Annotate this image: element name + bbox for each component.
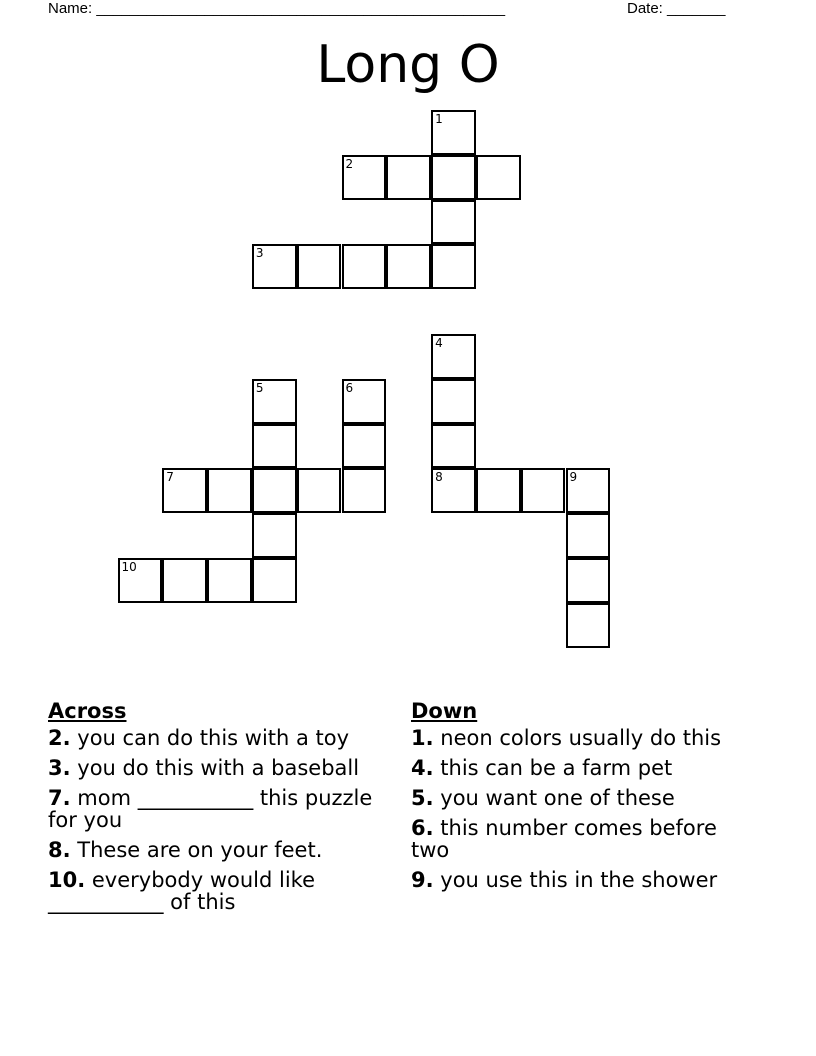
crossword-cell[interactable] bbox=[566, 468, 611, 513]
crossword-cell[interactable] bbox=[431, 334, 476, 379]
clue-text: this number comes before two bbox=[411, 816, 717, 862]
clue-text: you use this in the shower bbox=[433, 868, 718, 892]
clue-text: you want one of these bbox=[433, 786, 675, 810]
across-clue bbox=[48, 727, 388, 749]
clue-text: neon colors usually do this bbox=[433, 726, 722, 750]
across-clue bbox=[48, 839, 388, 861]
down-heading: Down bbox=[411, 699, 478, 723]
crossword-cell[interactable] bbox=[252, 244, 297, 289]
crossword-cell[interactable] bbox=[386, 244, 431, 289]
clue-number: 4. bbox=[411, 756, 434, 780]
clue-text: you can do this with a toy bbox=[70, 726, 350, 750]
crossword-cell[interactable] bbox=[431, 200, 476, 245]
crossword-cell[interactable] bbox=[342, 468, 387, 513]
crossword-cell[interactable] bbox=[252, 558, 297, 603]
cell-number: 10 bbox=[121, 560, 137, 574]
clue-text: These are on your feet. bbox=[70, 838, 323, 862]
clue-number: 1. bbox=[411, 726, 434, 750]
cell-number: 3 bbox=[255, 246, 264, 261]
crossword-cell[interactable] bbox=[207, 558, 252, 603]
clue-text: everybody would like ___________ of this bbox=[48, 868, 315, 914]
clue-text: mom ___________ this puzzle for you bbox=[48, 786, 373, 832]
name-field-label: Name: _________________________________________________ bbox=[48, 0, 506, 17]
date-field-label: Date: _______ bbox=[627, 0, 726, 17]
down-clue bbox=[411, 869, 751, 891]
cell-number: 7 bbox=[166, 470, 174, 485]
down-clue bbox=[411, 757, 751, 779]
down-clue bbox=[411, 727, 751, 749]
crossword-cell[interactable] bbox=[431, 110, 476, 155]
cell-number: 8 bbox=[435, 470, 443, 485]
crossword-cell[interactable] bbox=[118, 558, 163, 603]
clue-number: 3. bbox=[48, 756, 71, 780]
crossword-cell[interactable] bbox=[386, 155, 431, 200]
crossword-cell[interactable] bbox=[252, 379, 297, 424]
cell-number: 5 bbox=[255, 380, 264, 395]
crossword-cell[interactable] bbox=[252, 424, 297, 469]
crossword-cell[interactable] bbox=[566, 603, 611, 648]
clue-text: you do this with a baseball bbox=[70, 756, 360, 780]
across-clue bbox=[48, 869, 388, 913]
crossword-cell[interactable] bbox=[431, 155, 476, 200]
crossword-cell[interactable] bbox=[207, 468, 252, 513]
cell-number: 6 bbox=[345, 380, 354, 395]
across-clue bbox=[48, 757, 388, 779]
clue-number: 2. bbox=[48, 726, 71, 750]
clue-number: 5. bbox=[411, 786, 434, 810]
crossword-cell[interactable] bbox=[431, 424, 476, 469]
crossword-cell[interactable] bbox=[566, 513, 611, 558]
cell-number: 2 bbox=[345, 156, 354, 171]
crossword-cell[interactable] bbox=[431, 244, 476, 289]
crossword-cell[interactable] bbox=[252, 513, 297, 558]
crossword-cell[interactable] bbox=[297, 244, 342, 289]
clue-number: 6. bbox=[411, 816, 434, 840]
crossword-cell[interactable] bbox=[162, 558, 207, 603]
crossword-cell[interactable] bbox=[342, 424, 387, 469]
cell-number: 1 bbox=[435, 112, 443, 126]
down-clues bbox=[411, 700, 751, 899]
down-clue bbox=[411, 817, 751, 861]
clue-number: 10. bbox=[48, 868, 86, 892]
crossword-cell[interactable] bbox=[431, 468, 476, 513]
across-clues bbox=[48, 700, 388, 921]
across-heading: Across bbox=[48, 699, 127, 723]
down-clue bbox=[411, 787, 751, 809]
crossword-cell[interactable] bbox=[162, 468, 207, 513]
clue-number: 8. bbox=[48, 838, 71, 862]
cell-number: 4 bbox=[435, 336, 443, 350]
crossword-cell[interactable] bbox=[476, 155, 521, 200]
crossword-cell[interactable] bbox=[252, 468, 297, 513]
crossword-cell[interactable] bbox=[431, 379, 476, 424]
across-clue bbox=[48, 787, 388, 831]
crossword-cell[interactable] bbox=[297, 468, 342, 513]
cell-number: 9 bbox=[569, 470, 578, 485]
crossword-cell[interactable] bbox=[342, 379, 387, 424]
crossword-cell[interactable] bbox=[342, 155, 387, 200]
crossword-cell[interactable] bbox=[342, 244, 387, 289]
clue-number: 7. bbox=[48, 786, 71, 810]
crossword-cell[interactable] bbox=[476, 468, 521, 513]
page-title: Long O bbox=[316, 35, 500, 95]
clue-number: 9. bbox=[411, 868, 434, 892]
crossword-cell[interactable] bbox=[521, 468, 566, 513]
crossword-cell[interactable] bbox=[566, 558, 611, 603]
clue-text: this can be a farm pet bbox=[433, 756, 673, 780]
